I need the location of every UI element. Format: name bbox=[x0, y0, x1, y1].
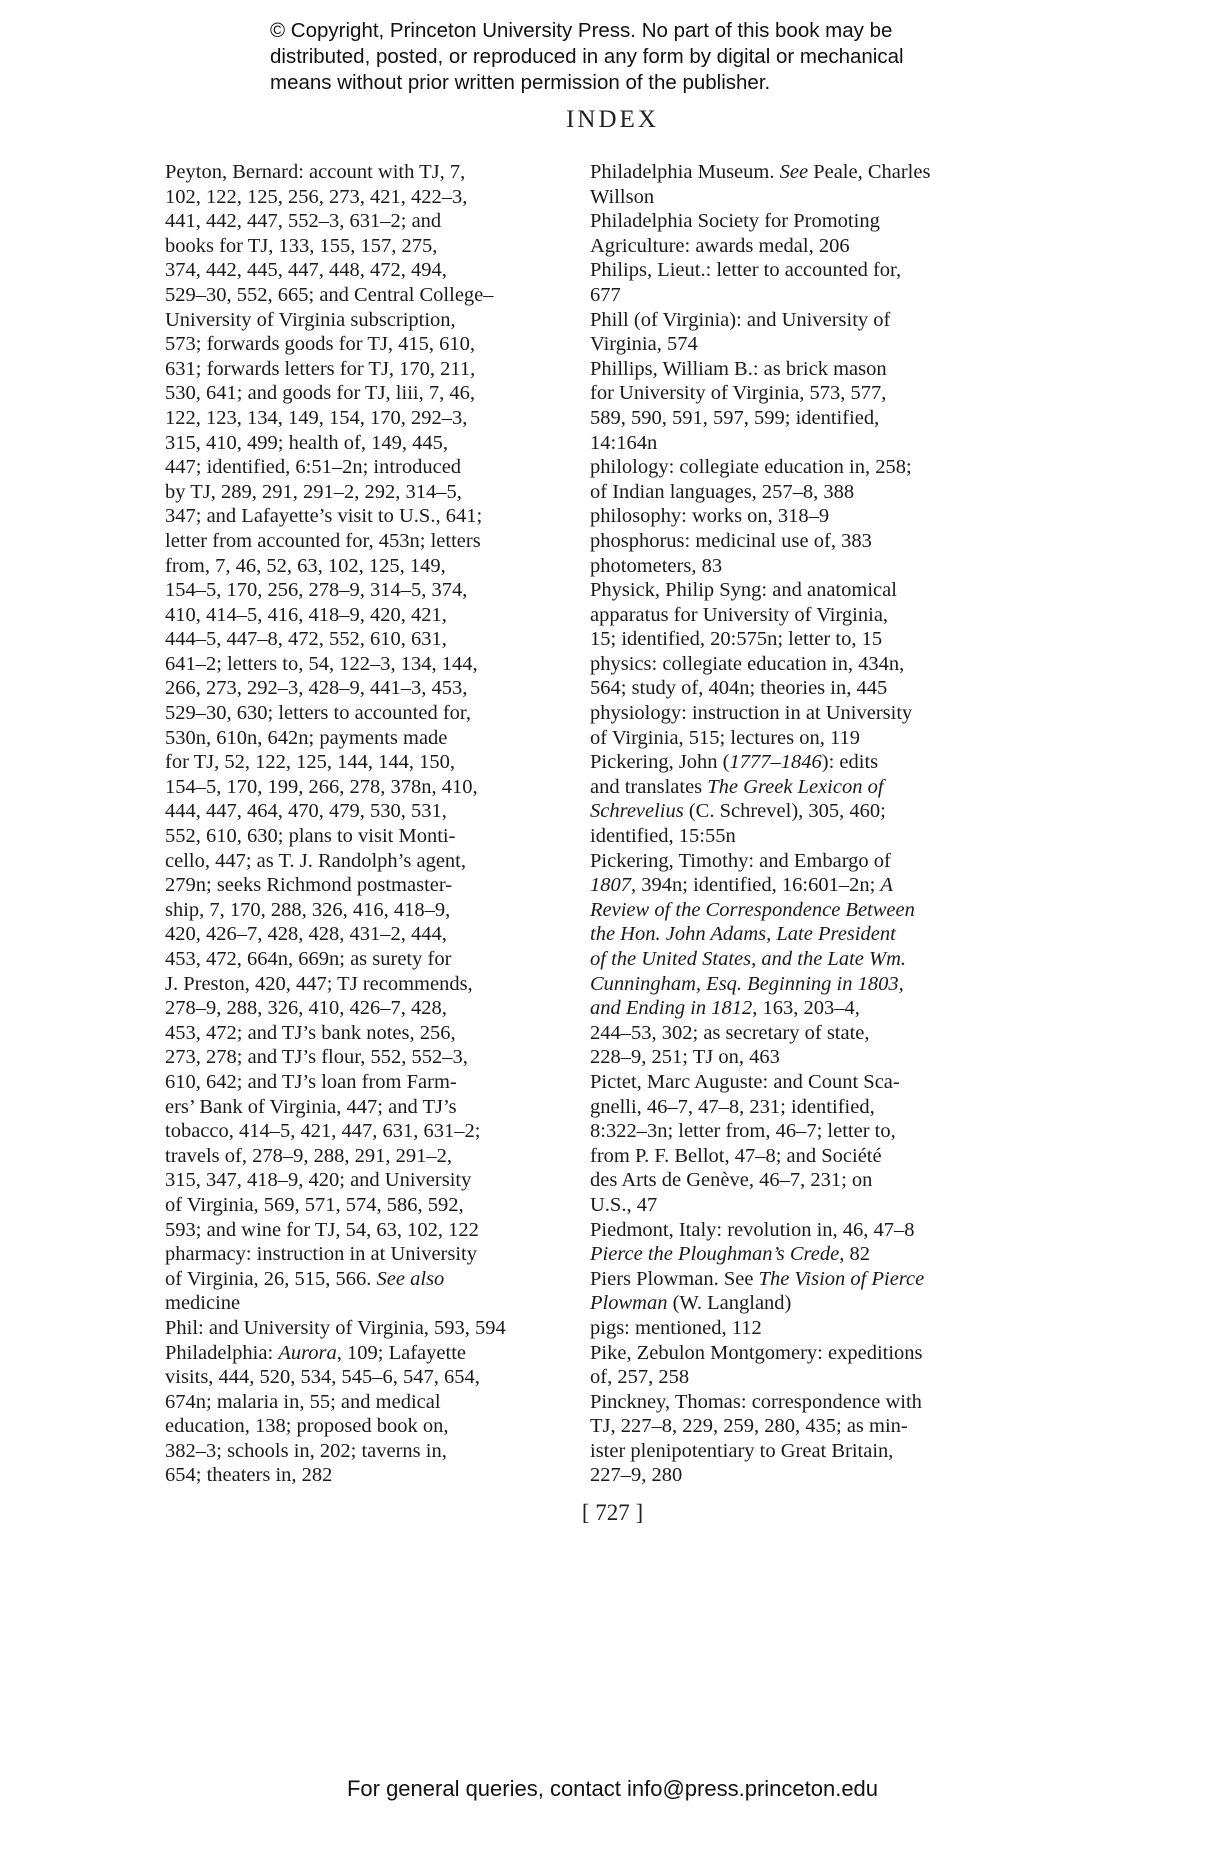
index-entry-line: Virginia, 574 bbox=[590, 333, 698, 356]
index-entry-line: identified, 15:55n bbox=[590, 825, 736, 848]
index-entry bbox=[590, 1070, 1000, 1218]
index-entry-line: Willson bbox=[590, 185, 655, 208]
index-entry-line: for TJ, 52, 122, 125, 144, 144, 150, bbox=[165, 751, 456, 774]
index-entry bbox=[590, 1390, 1000, 1488]
index-entry-line: Physick, Philip Syng: and anatomical bbox=[590, 579, 897, 602]
index-entry-line: 8:322–3n; letter from, 46–7; letter to, bbox=[590, 1120, 896, 1143]
index-entry-line: Pierce the Ploughman’s Crede, 82 bbox=[590, 1243, 870, 1266]
index-entry-line: 122, 123, 134, 149, 154, 170, 292–3, bbox=[165, 406, 468, 429]
index-entry-line: philology: collegiate education in, 258; bbox=[590, 456, 912, 479]
index-entry-line: 530n, 610n, 642n; payments made bbox=[165, 726, 448, 749]
index-entry-line: Pinckney, Thomas: correspondence with bbox=[590, 1390, 922, 1413]
index-entry-line: Piers Plowman. See The Vision of Pierce bbox=[590, 1267, 925, 1290]
index-entry-line: travels of, 278–9, 288, 291, 291–2, bbox=[165, 1144, 452, 1167]
index-entry-line: and Ending in 1812, 163, 203–4, bbox=[590, 997, 860, 1020]
index-entry-line: photometers, 83 bbox=[590, 554, 723, 577]
index-entry bbox=[590, 529, 1000, 554]
index-entry-line: of Indian languages, 257–8, 388 bbox=[590, 480, 855, 503]
index-entry bbox=[590, 160, 1000, 209]
index-entry-line: Pike, Zebulon Montgomery: expeditions bbox=[590, 1341, 923, 1364]
index-entry-line: Agriculture: awards medal, 206 bbox=[590, 234, 850, 257]
index-entry bbox=[590, 578, 1000, 652]
index-entry bbox=[590, 1242, 1000, 1267]
index-entry bbox=[590, 1341, 1000, 1390]
index-entry-line: Phillips, William B.: as brick mason bbox=[590, 357, 887, 380]
index-entry-line: 677 bbox=[590, 283, 621, 306]
index-entry-line: of the United States, and the Late Wm. bbox=[590, 948, 906, 970]
index-entry-line: 347; and Lafayette’s visit to U.S., 641; bbox=[165, 505, 483, 528]
index-entry bbox=[590, 554, 1000, 579]
index-entry-line: Piedmont, Italy: revolution in, 46, 47–8 bbox=[590, 1218, 915, 1241]
index-entry-line: U.S., 47 bbox=[590, 1193, 658, 1216]
index-entry bbox=[165, 1316, 570, 1341]
index-entry-line: 610, 642; and TJ’s loan from Farm- bbox=[165, 1070, 457, 1093]
index-entry-line: Pickering, Timothy: and Embargo of bbox=[590, 849, 891, 872]
index-entry-line: letter from accounted for, 453n; letters bbox=[165, 529, 481, 552]
index-entry-line: 631; forwards letters for TJ, 170, 211, bbox=[165, 357, 476, 380]
index-entry bbox=[590, 258, 1000, 307]
index-entry-line: 529–30, 630; letters to accounted for, bbox=[165, 702, 472, 725]
index-entry-line: 410, 414–5, 416, 418–9, 420, 421, bbox=[165, 603, 447, 626]
index-entry-line: the Hon. John Adams, Late President bbox=[590, 923, 896, 946]
copyright-line: © Copyright, Princeton University Press. No part of this book may be bbox=[270, 19, 893, 42]
index-entry-line: 278–9, 288, 326, 410, 426–7, 428, bbox=[165, 997, 447, 1020]
index-entry-line: phosphorus: medicinal use of, 383 bbox=[590, 529, 872, 552]
index-entry bbox=[590, 750, 1000, 848]
index-entry-line: gnelli, 46–7, 47–8, 231; identified, bbox=[590, 1095, 875, 1118]
index-entry-line: Pickering, John (1777–1846): edits bbox=[590, 751, 879, 774]
index-entry-line: 529–30, 552, 665; and Central College– bbox=[165, 283, 494, 306]
index-entry-line: 420, 426–7, 428, 428, 431–2, 444, bbox=[165, 923, 447, 946]
index-entry-line: 315, 410, 499; health of, 149, 445, bbox=[165, 431, 448, 454]
index-entry-line: 315, 347, 418–9, 420; and University bbox=[165, 1169, 472, 1192]
index-entry-line: 589, 590, 591, 597, 599; identified, bbox=[590, 406, 880, 429]
index-entry-line: medicine bbox=[165, 1292, 241, 1315]
copyright-notice bbox=[270, 18, 990, 96]
index-entry bbox=[165, 1242, 570, 1316]
index-entry bbox=[590, 849, 1000, 1070]
page-heading: INDEX bbox=[566, 106, 659, 133]
index-entry-line: J. Preston, 420, 447; TJ recommends, bbox=[165, 972, 473, 995]
index-entry-line: books for TJ, 133, 155, 157, 275, bbox=[165, 234, 438, 257]
index-entry bbox=[590, 652, 1000, 701]
index-entry-line: Pictet, Marc Auguste: and Count Sca- bbox=[590, 1070, 900, 1093]
index-entry-line: Review of the Correspondence Between bbox=[590, 898, 915, 921]
index-entry-line: University of Virginia subscription, bbox=[165, 308, 456, 331]
index-entry-line: 244–53, 302; as secretary of state, bbox=[590, 1021, 870, 1044]
index-entry-line: 102, 122, 125, 256, 273, 421, 422–3, bbox=[165, 185, 468, 208]
index-entry-line: by TJ, 289, 291, 291–2, 292, 314–5, bbox=[165, 480, 462, 503]
index-entry bbox=[590, 209, 1000, 258]
page-number: [ 727 ] bbox=[581, 1500, 644, 1525]
index-column-left bbox=[165, 160, 570, 1488]
index-entry-line: ers’ Bank of Virginia, 447; and TJ’s bbox=[165, 1095, 457, 1118]
index-entry-line: apparatus for University of Virginia, bbox=[590, 603, 889, 626]
index-entry-line: pharmacy: instruction in at University bbox=[165, 1243, 477, 1266]
copyright-line: means without prior written permission of the publisher. bbox=[270, 71, 771, 94]
index-entry-line: 441, 442, 447, 552–3, 631–2; and bbox=[165, 210, 442, 233]
index-entry-line: 444–5, 447–8, 472, 552, 610, 631, bbox=[165, 628, 447, 651]
index-entry-line: for University of Virginia, 573, 577, bbox=[590, 382, 887, 405]
index-entry bbox=[590, 1267, 1000, 1316]
copyright-line: distributed, posted, or reproduced in any form by digital or mechanical bbox=[270, 45, 904, 68]
index-entry-line: philosophy: works on, 318–9 bbox=[590, 505, 830, 528]
index-entry-line: ship, 7, 170, 288, 326, 416, 418–9, bbox=[165, 898, 451, 921]
index-entry bbox=[165, 160, 570, 1242]
index-entry-line: 447; identified, 6:51–2n; introduced bbox=[165, 456, 462, 479]
index-entry-line: visits, 444, 520, 534, 545–6, 547, 654, bbox=[165, 1366, 480, 1389]
index-entry-line: 273, 278; and TJ’s flour, 552, 552–3, bbox=[165, 1046, 468, 1069]
index-entry-line: 453, 472; and TJ’s bank notes, 256, bbox=[165, 1021, 456, 1044]
index-entry-line: 654; theaters in, 282 bbox=[165, 1464, 333, 1487]
index-entry-line: 154–5, 170, 199, 266, 278, 378n, 410, bbox=[165, 775, 478, 798]
index-entry bbox=[590, 1316, 1000, 1341]
index-entry-line: Phil: and University of Virginia, 593, 594 bbox=[165, 1316, 506, 1339]
index-entry bbox=[590, 504, 1000, 529]
index-entry-line: 453, 472, 664n, 669n; as surety for bbox=[165, 948, 452, 970]
index-entry-line: education, 138; proposed book on, bbox=[165, 1415, 449, 1438]
index-entry-line: from, 7, 46, 52, 63, 102, 125, 149, bbox=[165, 554, 446, 577]
index-entry-line: 228–9, 251; TJ on, 463 bbox=[590, 1046, 780, 1069]
index-entry-line: physics: collegiate education in, 434n, bbox=[590, 652, 905, 675]
index-entry-line: 227–9, 280 bbox=[590, 1464, 683, 1487]
index-entry bbox=[590, 701, 1000, 750]
index-entry-line: 266, 273, 292–3, 428–9, 441–3, 453, bbox=[165, 677, 468, 700]
index-entry-line: physiology: instruction in at University bbox=[590, 702, 913, 725]
index-entry-line: Peyton, Bernard: account with TJ, 7, bbox=[165, 161, 466, 183]
index-entry-line: 674n; malaria in, 55; and medical bbox=[165, 1390, 441, 1413]
index-entry-line: of, 257, 258 bbox=[590, 1366, 690, 1389]
index-entry-line: 564; study of, 404n; theories in, 445 bbox=[590, 677, 888, 700]
index-entry-line: 14:164n bbox=[590, 431, 658, 454]
index-entry-line: Phill (of Virginia): and University of bbox=[590, 308, 891, 331]
index-entry-line: TJ, 227–8, 229, 259, 280, 435; as min- bbox=[590, 1415, 908, 1438]
index-entry-line: 593; and wine for TJ, 54, 63, 102, 122 bbox=[165, 1218, 479, 1241]
index-entry-line: 641–2; letters to, 54, 122–3, 134, 144, bbox=[165, 652, 478, 675]
index-entry-line: Schrevelius (C. Schrevel), 305, 460; bbox=[590, 800, 886, 823]
index-entry-line: tobacco, 414–5, 421, 447, 631, 631–2; bbox=[165, 1120, 481, 1143]
index-entry bbox=[590, 1218, 1000, 1243]
index-entry-line: and translates The Greek Lexicon of bbox=[590, 775, 884, 798]
index-entry-line: Cunningham, Esq. Beginning in 1803, bbox=[590, 972, 904, 995]
index-entry-line: Plowman (W. Langland) bbox=[590, 1292, 792, 1315]
footer-contact: For general queries, contact info@press.princeton.edu bbox=[346, 1776, 879, 1801]
index-entry-line: Philadelphia Society for Promoting bbox=[590, 210, 880, 233]
index-entry-line: 444, 447, 464, 470, 479, 530, 531, bbox=[165, 800, 447, 823]
index-entry-line: 1807, 394n; identified, 16:601–2n; A bbox=[590, 874, 893, 897]
index-entry-line: cello, 447; as T. J. Randolph’s agent, bbox=[165, 849, 467, 872]
index-entry-line: 154–5, 170, 256, 278–9, 314–5, 374, bbox=[165, 579, 468, 602]
index-entry-line: pigs: mentioned, 112 bbox=[590, 1316, 762, 1339]
index-entry-line: 279n; seeks Richmond postmaster- bbox=[165, 874, 453, 897]
index-entry-line: Philadelphia Museum. See Peale, Charles bbox=[590, 161, 931, 183]
index-entry-line: of Virginia, 26, 515, 566. See also bbox=[165, 1267, 445, 1290]
index-entry bbox=[590, 357, 1000, 455]
index-entry-line: 573; forwards goods for TJ, 415, 610, bbox=[165, 333, 475, 356]
index-entry-line: of Virginia, 569, 571, 574, 586, 592, bbox=[165, 1193, 464, 1216]
index-entry-line: 382–3; schools in, 202; taverns in, bbox=[165, 1439, 447, 1462]
index-entry bbox=[165, 1341, 570, 1489]
index-entry-line: 15; identified, 20:575n; letter to, 15 bbox=[590, 628, 883, 651]
index-entry-line: 552, 610, 630; plans to visit Monti- bbox=[165, 825, 456, 848]
index-entry-line: ister plenipotentiary to Great Britain, bbox=[590, 1439, 894, 1462]
index-entry-line: 530, 641; and goods for TJ, liii, 7, 46, bbox=[165, 382, 475, 405]
index-entry-line: Philips, Lieut.: letter to accounted for, bbox=[590, 259, 902, 282]
index-entry-line: from P. F. Bellot, 47–8; and Société bbox=[590, 1144, 882, 1167]
index-entry-line: Philadelphia: Aurora, 109; Lafayette bbox=[165, 1341, 466, 1364]
index-column-right bbox=[590, 160, 1000, 1488]
index-entry-line: of Virginia, 515; lectures on, 119 bbox=[590, 726, 860, 749]
index-entry bbox=[590, 308, 1000, 357]
index-entry bbox=[590, 455, 1000, 504]
index-entry-line: 374, 442, 445, 447, 448, 472, 494, bbox=[165, 259, 447, 282]
index-entry-line: des Arts de Genève, 46–7, 231; on bbox=[590, 1169, 873, 1192]
